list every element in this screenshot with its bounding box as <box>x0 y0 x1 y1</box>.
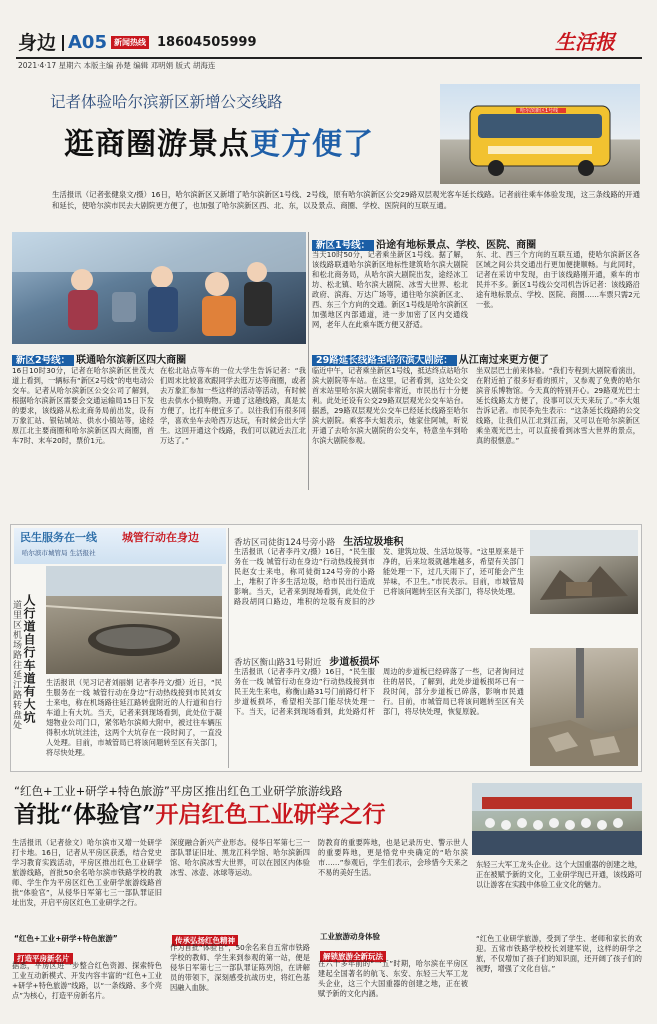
bus-photo <box>440 84 640 184</box>
sub1-label: 新区1号线： <box>312 240 374 251</box>
story1-body: 生活报讯（记者李丹文/摄）16日，“民生服务在一线 城管行动在身边”行动热线接到市民赵女士来电，称司徒街124号旁的小路上，堆积了许多生活垃圾，给市民出行造成影响。当天，记者来到现场看到，此处位于路段胡同口路边，堆积的垃圾有废旧的沙发、建筑垃圾、生活垃圾等。“这里原来是干净的，后来垃圾就越堆越多，希望有关部门能处理一下，过几天雨下了，还可能会产生异味，不卫生。”市民表示。目前，市城管局已将该问题转至区有关部门，将尽快处理。 <box>234 547 524 606</box>
red-body-2: 深度融合新兴产业形态。侵华日军第七三一部队罪证旧址、黑龙江科学馆、哈尔滨新四馆、哈尔滨冰雪大世界，可以在园区内体验冰雪、冰壶、冰球等运动。 <box>170 838 310 877</box>
passengers-photo <box>12 232 306 344</box>
red-kicker: “红色+工业+研学+特色旅游”平房区推出红色工业研学旅游线路 <box>14 784 343 798</box>
page-number: A05 <box>68 32 107 53</box>
paving-illustration <box>530 648 638 766</box>
red-tag1: 打造平房新名片 <box>14 953 73 964</box>
red-headline-part-a: 首批“体验官” <box>14 801 156 828</box>
lead-divider <box>308 232 309 490</box>
red-body-1: 生活报讯（记者徐文）哈尔滨市又增一处研学打卡地。16日，记者从平房区获悉，结合党史学习教育实践活动，平房区推出红色工业研学旅游线路，首批50余名哈尔滨市铁路学校的教师、学生作为平房区红色工业研学旅游线路首批“体验官”，从侵华日军第七三一部队罪证旧址出发，开启平房区红色工业研学之行。 <box>12 838 162 907</box>
pothole-title: 人行道自行车道有大坑 <box>22 594 36 724</box>
sub2-title: 联通哈尔滨新区四大商圈 <box>76 355 187 366</box>
red-body-3: 防教育的重要阵地，也是记录历史、警示世人的重要阵地，更是悟党中央确定的“哈尔滨市……”参观后，学生们表示，会珍惜今天来之不易的美好生活。 <box>318 838 468 877</box>
lead-headline <box>64 127 374 163</box>
sub1-body: 当天10时50分，记者乘坐新区1号线。据了解，该线路联通哈尔滨新区地标性建筑哈尔滨大剧院和松北商务局，从哈尔滨大剧院出发，途经冰工坊、松北镇、哈尔滨大剧院、冰雪大世界、松北政府、滨海、万达广场等，通往哈尔滨新区北、西、东三个方向的交通。新区1号线是哈尔滨新区加强地区内部通道，进一步加密了区内交通线网，老年人在此乘车既方便又舒适。 <box>312 250 468 329</box>
sub3-heading <box>312 348 549 367</box>
red-tag1-title: “红色+工业+研学+特色旅游” <box>14 934 118 943</box>
masthead <box>0 0 657 72</box>
column-banner-a: 民生服务在一线 <box>20 531 97 544</box>
students-photo <box>472 783 642 855</box>
column-banner-b: 城管行动在身边 <box>122 531 199 544</box>
red-tag3-title: 工业旅游动身体验 <box>320 932 380 941</box>
sub3-label: 29路延长线路至哈尔滨大剧院： <box>312 355 457 366</box>
story2-title: 步道板损坏 <box>329 657 380 668</box>
garbage-illustration <box>530 530 638 614</box>
pothole-illustration <box>46 566 222 674</box>
sub2-body-2: 在松北站点等车的一位大学生告诉记者：“我们周末比较喜欢跟同学去逛万达等商圈，或者去万象汇参加一些这样的活动等活动，有时候也去供水小镇购物。开通了这趟线路，真是太方便了，比打车便宜多了。以往我们有很多同学，喜欢坐车去哈西万达玩，有时候会出大学生。这回开通这个线路，我们可以就近去江北万达了。” <box>160 366 306 445</box>
red-tag3-sub: 解锁旅游全新玩法 <box>320 951 386 962</box>
sub2-heading <box>12 348 186 367</box>
red-body-2b: 作为首批“体验官”，50余名来自五常市铁路学校的教师、学生来到参观的第一站，便是侵华日军第七三一部队罪证陈列馆，在讲解员的带领下，深刻感受抗战历史，将红色基因融入血脉。 <box>170 943 310 992</box>
column-banner-sub: 哈尔滨市城管局 生活报社 <box>22 549 96 557</box>
red-body-4: 东轻三大军工龙头企业。这个大国重器的创建之地，正在被赋予新的文化，工业研学现已开通，该线路可以让游客在实践中体验工业文化的魅力。 <box>476 860 642 889</box>
story1-prefix: 香坊区司徒街124号旁小路 <box>234 538 336 548</box>
hotline-number: 18604505999 <box>157 35 257 50</box>
hotline-label: 新闻热线 <box>114 38 146 47</box>
column-banner <box>14 528 226 564</box>
red-body-1b: 据悉，平房区进一步整合红色资源、探索特色工业互动新模式、开发内容丰富的“红色+工业+研学+特色旅游”线路，以“一条线路、多个亮点”为核心，打造平房新名片。 <box>12 961 162 1000</box>
garbage-photo <box>530 530 638 614</box>
masthead-rule <box>16 57 642 59</box>
bus-route-label: 哈尔滨新区1号线 <box>520 108 559 114</box>
sub2-body: 16日10时30分，记者在哈尔滨新区世茂大道上看到，一辆标有“新区2号线”的电电动公交车。记者从哈尔滨新区公交公司了解到，根据哈尔滨新区需要会交通运输局15日下发的要求，该线路从松北商务局前出发，设有万象汇站、银钻城站、供水小镇站等，途经原江北主要商圈和哈尔滨新区四大商圈，首车7时、末车20时，票价1元。 <box>12 366 154 445</box>
red-body-3b: 在六十多年前的“一五”时期，哈尔滨在平房区建起全国著名的航飞、东安、东轻三大军工龙头企业，这三个大国重器的创建之地，正在被赋予新的文化内涵。 <box>318 959 468 998</box>
students-illustration <box>472 783 642 855</box>
story2-body: 生活报讯（记者李丹文/摄）16日，“民生服务在一线 城管行动在身边”行动热线接到市民王先生来电，称衡山路31号门前路灯杆下步道板损坏，希望相关部门能尽快处理一下。当天，记者来到现场看到，此处路灯杆周边的步道板已经碎落了一些，记者询问过往的居民，了解到，此处步道板损坏已有一段时间，部分步道板已碎落，影响市民通行。目前，市城管局已将该问题转至区有关部门，将尽快处理，恢复原貌。 <box>234 667 524 716</box>
pothole-photo <box>46 566 222 674</box>
lead-kicker: 记者体验哈尔滨新区新增公交线路 <box>50 93 283 111</box>
lead-headline-part-b: 更方便了 <box>250 127 374 162</box>
sub3-body-2: 坐双层巴士前来体验。“我们专程到大剧院看演出，在附近拍了很多好看的照片，又参观了免费的哈尔滨音乐博物馆。今天真的特别开心。29路观光巴士延长线路太方便了，没事可以天天来玩了。”李大姐告诉记者。市民李先生表示：“这条延长线路的公交线路，让我们从江北到江南，又可以在哈尔滨新区乘坐观光巴士，可以直接看到冰雪大世界的景点，真的很惬意。” <box>476 366 640 445</box>
masthead-meta: 2021·4·17 星期六 本版主编 孙楚 编辑 邓明娟 版式 胡海连 <box>18 61 216 70</box>
pothole-body: 生活报讯（见习记者刘丽娟 记者李丹文/摄）近日，“民生服务在一线 城管行动在身边”行动热线接到市民刘女士来电，称在机场路往延江路转盘附近的人行道和自行车道上有大坑。当天，记者来到现场看到，此处位于凝翅物业公司门口，紧邻哈尔滨师大附中，被过往车辆压得积水坑坑洼洼，这两个大坑存在一段时间了，一直没人处理。目前，市城管局已将该问题转至区有关部门，将尽快处理。 <box>46 678 222 757</box>
red-body-4b: “红色工业研学旅游，受到了学生、老师和家长的欢迎。五常市铁路学校校长刘建军说，这样的研学之旅，不仅增加了孩子们的知识面，还开阔了孩子们的视野，增强了文化自信。” <box>476 934 642 973</box>
passengers-illustration <box>12 232 306 344</box>
column-divider <box>228 528 229 768</box>
red-tag2: 传承弘扬红色精神 <box>172 935 238 946</box>
section-name: 身边 <box>18 32 57 54</box>
section-divider <box>62 35 64 51</box>
sub1-body-2: 东、北、西三个方向的互联互通，使哈尔滨新区各区域之间公共交通出行更加便捷顺畅。与此同时，记者在采访中发现，由于该线路刚开通，乘车的市民并不多。新区1号线公交司机告诉记者：该线路沿途有地标景点、学校、医院、商圈……车票只需2元一张。 <box>476 250 640 309</box>
brand-logo: 生活报 <box>555 30 615 54</box>
sub2-label: 新区2号线： <box>12 355 74 366</box>
pothole-subtitle: 道里区机场路往延江路转盘处 <box>11 600 21 730</box>
sub3-title: 从江南过来更方便了 <box>458 355 549 366</box>
sub3-body: 临近中午，记者乘坐新区1号线，抵达终点站哈尔滨大剧院等车站。在这里，记者看到，这处公交首末站里哈尔滨大剧院非常近，市民出行十分便利。此处还设有公交29路双层观光公交车站台。据悉，29路双层观光公交车已经延长线路至哈尔滨大剧院。乘客李大姐表示，她家住阿城，听说开通了去哈尔滨大剧院的公交车，特意坐车到哈尔滨大剧院参观。 <box>312 366 468 445</box>
story2-prefix: 香坊区衡山路31号附近 <box>234 658 322 668</box>
bus-illustration <box>440 84 640 184</box>
lead-headline-part-a: 逛商圈游景点 <box>64 127 250 162</box>
red-headline <box>14 800 385 830</box>
hotline-badge <box>111 36 149 49</box>
story1-title: 生活垃圾堆积 <box>343 537 404 548</box>
lead-intro: 生活报讯（记者张健泉文/摄）16日，哈尔滨新区又新增了哈尔滨新区1号线、2号线，原有哈尔滨新区公交29路双层观光客车延长线路。记者前往乘车体验发现，这三条线路的开通和延长，使哈尔滨市民去大剧院更方便了，也加强了哈尔滨新区西、北、东，以及景点、商圈、学校、医院间的互联互通。 <box>52 190 640 210</box>
sub1-title: 沿途有地标景点、学校、医院、商圈 <box>376 240 537 251</box>
paving-photo <box>530 648 638 766</box>
red-headline-part-b: 开启红色工业研学之行 <box>155 801 386 828</box>
